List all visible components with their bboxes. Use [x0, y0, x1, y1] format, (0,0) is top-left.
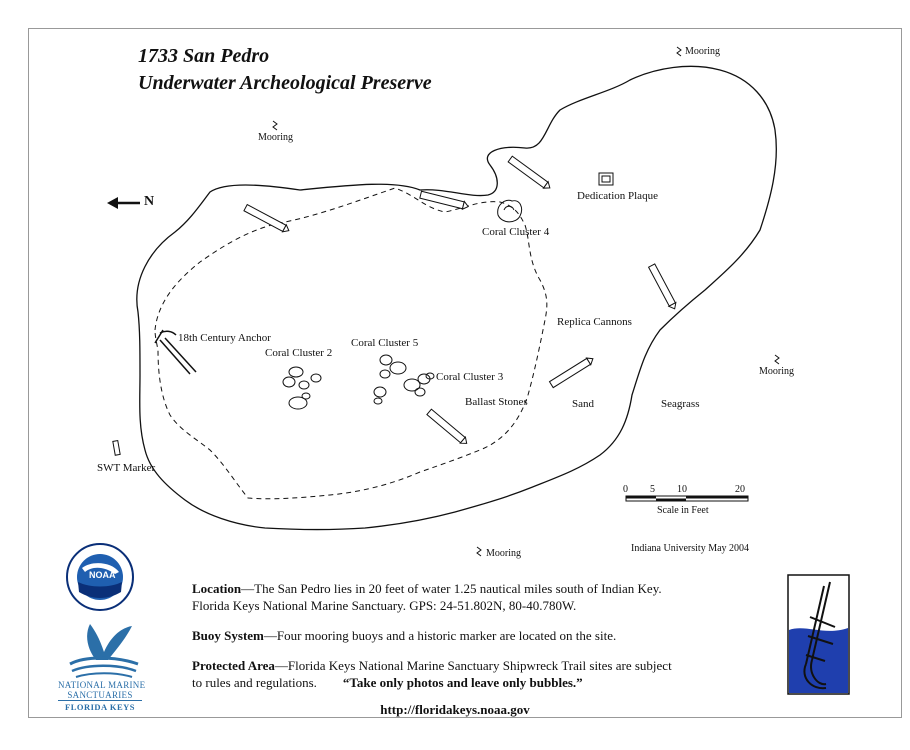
- swt-marker-label: SWT Marker: [97, 462, 156, 474]
- coral-cluster-5-shape: [374, 355, 406, 404]
- cannon: [244, 204, 291, 234]
- protected-heading: Protected Area: [192, 658, 275, 673]
- nms-line3: FLORIDA KEYS: [58, 700, 142, 712]
- protected-text: —Florida Keys National Marine Sanctuary Shipwreck Trail sites are subject: [274, 658, 672, 673]
- cannon: [648, 264, 678, 311]
- location-heading: Location: [192, 581, 242, 596]
- scale-tick-label: 0: [623, 484, 628, 495]
- north-arrow-icon: [107, 197, 140, 209]
- site-outline: [137, 66, 776, 529]
- shipwreck-trail-logo: [788, 575, 849, 694]
- protected-text-2: to rules and regulations.: [192, 675, 317, 690]
- ballast-stones-label: Ballast Stones: [465, 396, 528, 408]
- buoy-text: —Four mooring buoys and a historic marker are located on the site.: [263, 628, 617, 643]
- coral-cluster-3-label: Coral Cluster 3: [436, 371, 504, 383]
- mooring-label: Mooring: [258, 132, 293, 143]
- north-label: N: [144, 194, 155, 209]
- dedication-plaque-label: Dedication Plaque: [577, 190, 658, 202]
- location-line2: Florida Keys National Marine Sanctuary. GPS: 24-51.802N, 80-40.780W.: [192, 598, 577, 613]
- scale-tick-label: 10: [677, 484, 687, 495]
- cannon: [549, 355, 595, 388]
- map-title-line2: Underwater Archeological Preserve: [138, 72, 432, 94]
- map-title-line1: 1733 San Pedro: [138, 45, 270, 67]
- mooring-label: Mooring: [685, 46, 720, 57]
- sanctuary-logo: [70, 624, 138, 677]
- location-line1: [192, 580, 662, 597]
- coral-cluster-3-shape: [404, 373, 434, 396]
- cannon: [427, 409, 470, 447]
- buoy-line: [192, 627, 616, 644]
- protected-line2: [192, 674, 583, 691]
- credit-label: Indiana University May 2004: [631, 543, 750, 554]
- protected-quote: “Take only photos and leave only bubbles.”: [342, 675, 583, 690]
- website-link[interactable]: http://floridakeys.noaa.gov: [380, 702, 530, 717]
- mooring-icon: [677, 47, 681, 56]
- mooring-label: Mooring: [759, 366, 794, 377]
- coral-cluster-2-label: Coral Cluster 2: [265, 347, 333, 359]
- mooring-icon: [477, 547, 481, 556]
- seagrass-label: Seagrass: [661, 398, 700, 410]
- scale-bar: [626, 496, 748, 501]
- nms-line1: NATIONAL MARINE: [58, 680, 146, 690]
- cannon: [508, 156, 552, 191]
- dedication-plaque-icon: [599, 173, 613, 185]
- replica-cannons-label: Replica Cannons: [557, 316, 632, 328]
- nms-line2: SANCTUARIES: [67, 690, 133, 700]
- scale-tick-label: 20: [735, 484, 745, 495]
- scale-tick-label: 5: [650, 484, 655, 495]
- mooring-icon: [775, 355, 779, 364]
- buoy-heading: Buoy System: [192, 628, 264, 643]
- location-text: —The San Pedro lies in 20 feet of water 1.25 nautical miles south of Indian Key.: [241, 581, 662, 596]
- mooring-label: Mooring: [486, 548, 521, 559]
- protected-line1: [192, 657, 672, 674]
- coral-cluster-4-shape: [498, 200, 522, 222]
- noaa-logo-text: NOAA: [89, 570, 116, 580]
- sand-label: Sand: [572, 398, 594, 410]
- scale-caption: Scale in Feet: [657, 505, 709, 516]
- swt-marker-icon: [113, 441, 120, 456]
- anchor-label: 18th Century Anchor: [178, 332, 271, 344]
- mooring-icon: [273, 121, 277, 130]
- coral-cluster-2-shape: [283, 367, 321, 409]
- coral-cluster-4-label: Coral Cluster 4: [482, 226, 550, 238]
- coral-cluster-5-label: Coral Cluster 5: [351, 337, 419, 349]
